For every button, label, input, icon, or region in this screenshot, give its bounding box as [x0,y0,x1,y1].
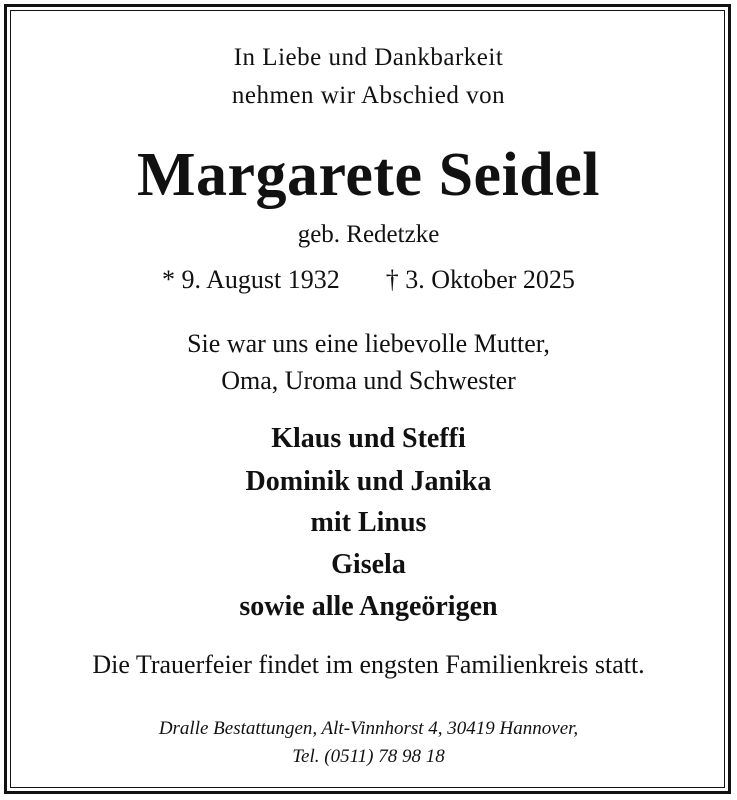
birth-date: * 9. August 1932 [162,265,340,294]
birth-name: geb. Redetzke [297,221,440,248]
death-date: † 3. Oktober 2025 [385,265,575,294]
tribute-line-2: Oma, Uroma und Schwester [221,366,516,395]
funeral-notice: Die Trauerfeier findet im engsten Familienkreis statt. [92,650,645,679]
deceased-name: Margarete Seidel [136,141,601,209]
mourner-line: Klaus und Steffi [271,423,466,454]
mourner-line: mit Linus [310,507,427,538]
funeral-home-phone: Tel. (0511) 78 98 18 [292,746,445,767]
mourner-line: sowie alle Angeörigen [239,591,498,622]
mourner-line: Dominik und Janika [245,466,492,497]
intro-line-2: nehmen wir Abschied von [231,82,506,109]
mourner-line: Gisela [331,549,406,580]
funeral-home-address: Dralle Bestattungen, Alt-Vinnhorst 4, 30419 Hannover, [158,718,579,739]
life-dates [0,265,737,295]
tribute-line-1: Sie war uns eine liebevolle Mutter, [187,329,550,358]
intro-line-1: In Liebe und Dankbarkeit [233,44,504,71]
